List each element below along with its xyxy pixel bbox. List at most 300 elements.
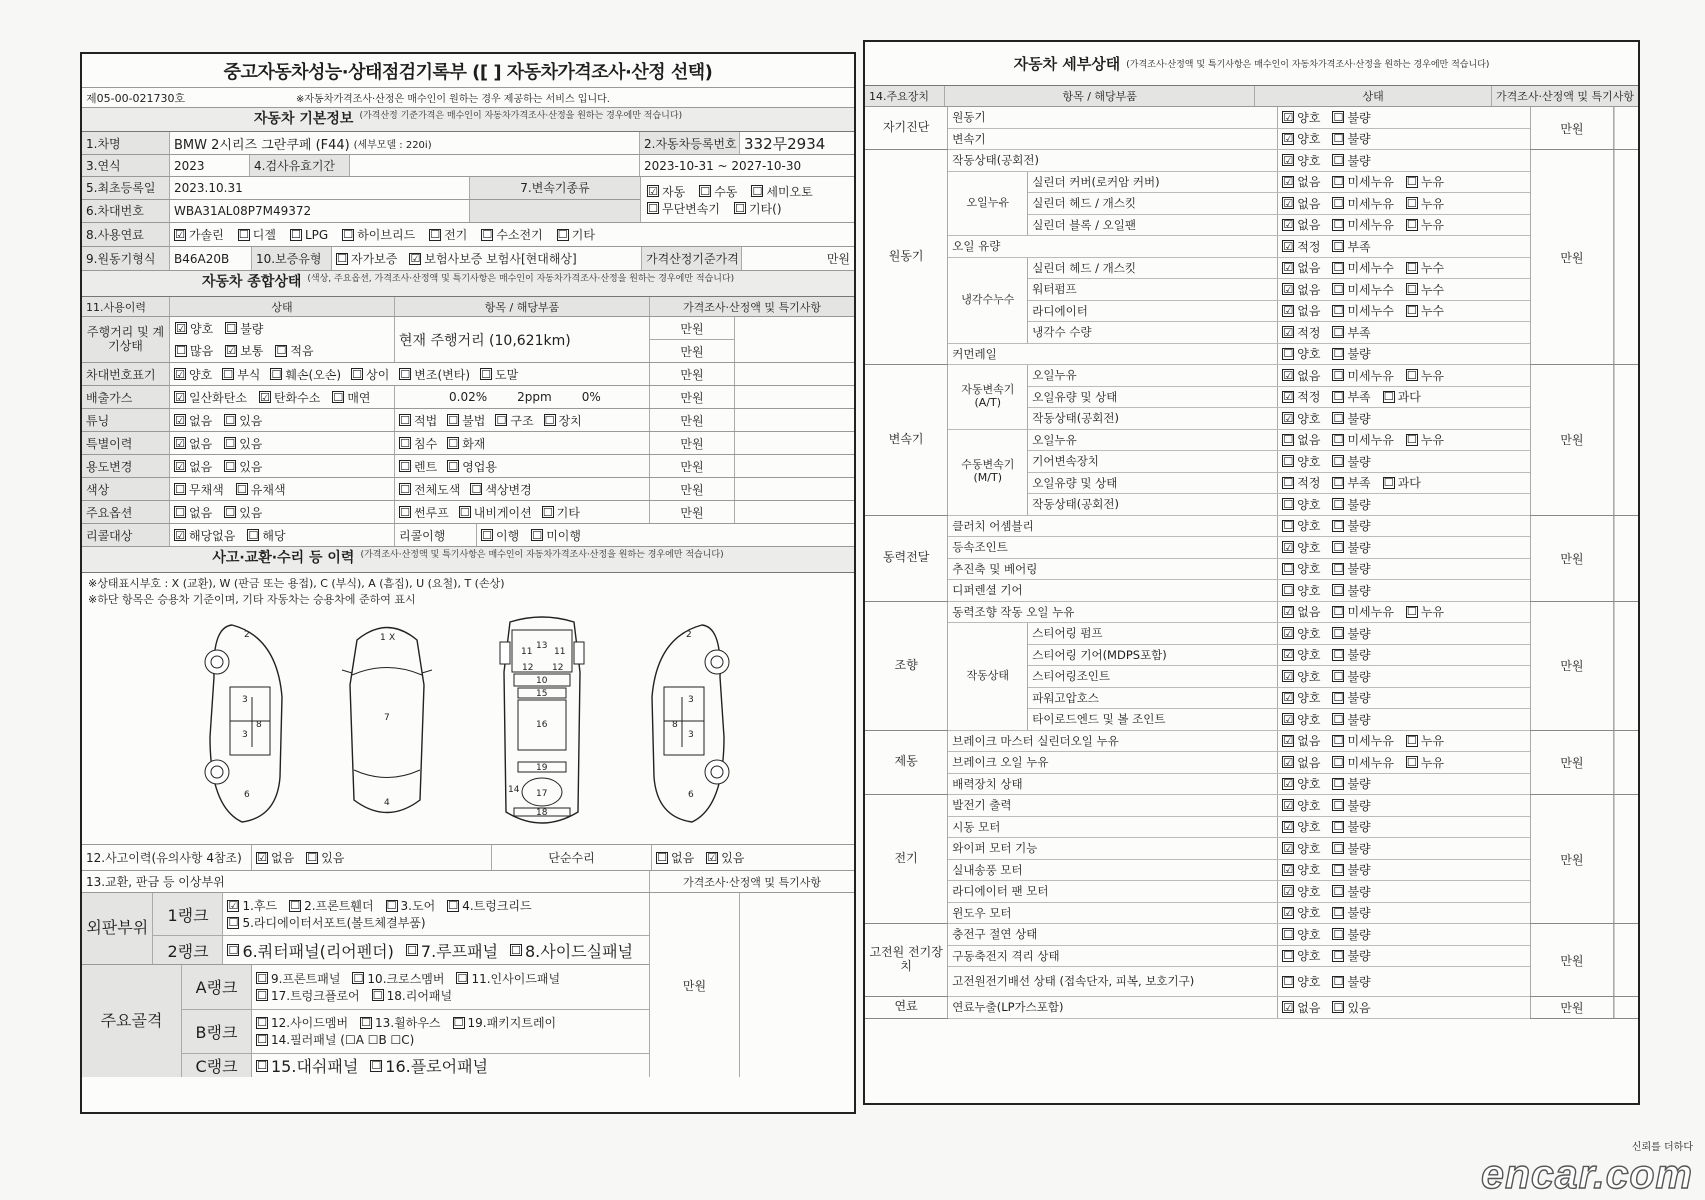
checkbox[interactable]: ☐	[1283, 347, 1294, 361]
option-label: 불량	[1347, 906, 1371, 921]
checkbox[interactable]: ☐	[735, 201, 745, 215]
checkbox[interactable]: ☐	[1406, 368, 1417, 382]
checkbox[interactable]: ☐	[1333, 863, 1344, 877]
check-option	[1332, 259, 1393, 276]
check-option	[1332, 883, 1370, 900]
checkbox[interactable]: ☑	[1283, 540, 1294, 554]
checkbox[interactable]: ☐	[448, 413, 459, 427]
checkbox[interactable]: ☐	[1333, 669, 1344, 683]
checkbox[interactable]: ☐	[1283, 927, 1294, 941]
detail-row	[948, 559, 1530, 581]
checkbox[interactable]: ☐	[1406, 734, 1417, 748]
checkbox[interactable]: ☑	[176, 321, 186, 335]
option-label: 불량	[1347, 497, 1371, 512]
price-unit: 만원	[650, 386, 735, 408]
check-option	[175, 342, 213, 359]
checkbox[interactable]: ☐	[1406, 755, 1417, 769]
checkbox[interactable]: ☑	[1283, 734, 1294, 748]
price-unit: 만원	[650, 478, 735, 500]
option-label: 불법	[462, 413, 486, 428]
detail-item: 커먼레일	[948, 344, 1278, 365]
checkbox[interactable]: ☑	[1283, 325, 1294, 339]
option-label: 누유	[1420, 605, 1445, 620]
checkbox[interactable]: ☐	[226, 321, 237, 335]
checkbox[interactable]: ☑	[226, 344, 237, 358]
checkbox[interactable]: ☐	[400, 436, 410, 450]
checkbox[interactable]: ☐	[1333, 411, 1344, 425]
checkbox[interactable]: ☑	[1283, 884, 1294, 898]
checkbox[interactable]: ☐	[1333, 820, 1344, 834]
checkbox[interactable]: ☐	[1333, 734, 1344, 748]
checkbox[interactable]: ☑	[1283, 605, 1294, 619]
checkbox[interactable]: ☐	[175, 482, 185, 496]
history-label: 차대번호표기	[82, 363, 170, 385]
checkbox[interactable]: ☐	[430, 228, 441, 241]
checkbox[interactable]: ☐	[228, 943, 239, 957]
checkbox[interactable]: ☐	[1406, 304, 1417, 318]
check-option	[1282, 130, 1320, 147]
check-option	[1282, 668, 1320, 685]
detail-row	[1028, 473, 1530, 495]
checkbox[interactable]: ☐	[1383, 390, 1394, 404]
checkbox[interactable]: ☐	[1283, 454, 1294, 468]
check-option	[351, 366, 389, 383]
checkbox[interactable]: ☐	[225, 459, 236, 473]
detail-item: 파워고압호스	[1028, 688, 1278, 709]
check-option	[447, 897, 531, 914]
vin-value: WBA31AL08P7M49372	[170, 200, 470, 222]
check-option	[1332, 388, 1370, 405]
detail-item: 타이로드엔드 및 볼 조인트	[1028, 709, 1278, 730]
checkbox[interactable]: ☑	[175, 367, 185, 381]
option-label: 양호	[190, 321, 214, 336]
checkbox[interactable]: ☑	[1283, 841, 1294, 855]
option-label: 없음	[1297, 218, 1321, 233]
check-option	[1282, 109, 1320, 126]
checkbox[interactable]: ☐	[1333, 1000, 1344, 1014]
option-label: 양호	[1297, 884, 1321, 899]
checkbox[interactable]: ☐	[400, 459, 410, 473]
checkbox[interactable]: ☐	[1333, 777, 1344, 791]
checkbox[interactable]: ☐	[372, 988, 383, 1002]
checkbox[interactable]: ☐	[1333, 261, 1344, 275]
checkbox[interactable]: ☐	[459, 505, 470, 519]
price-unit: 만원	[1530, 924, 1613, 996]
price-unit: 만원	[1530, 795, 1613, 923]
checkbox[interactable]: ☐	[1283, 497, 1294, 511]
checkbox[interactable]: ☐	[371, 1059, 382, 1072]
checkbox[interactable]: ☐	[1333, 347, 1344, 361]
accident-none-checkbox[interactable]: ☑	[257, 851, 267, 864]
checkbox[interactable]: ☐	[1333, 390, 1344, 404]
checkbox[interactable]: ☐	[1283, 519, 1294, 533]
option-label: 미세누유	[1347, 734, 1394, 749]
checkbox[interactable]: ☐	[448, 899, 459, 912]
repair-parts-table: 외판부위 1랭크 ☑ 1.후드 ☐ 2.프론트휀더 ☐ 3.도어 ☐ 4.트렁크리드 ☐ 5.라디에이터서포트(볼트체결부품) 2랭크 ☐ 6.쿼터패널(리어펜더) ☐ 7.루프패널 ☐ 8.사이드실패널 주요골격 A랭크 ☐ 9.프론트패널 ☐ 10.크로스멤버 ☐ 11.인사이드패널 ☐ 17.트렁크플로어 ☐ 18.리어패널 B랭크 ☐ 12.사이드멤버 ☐ 13.휠하우스 ☐ 19.패키지트레이 ☐ 14.필러패널 (☐A ☐B ☐C) C랭크 ☐ 15.대쉬패널 ☐ 16.플로어패널 만원	[82, 893, 854, 1077]
option-label: 불량	[1347, 562, 1371, 577]
car-diagrams	[82, 607, 854, 845]
simple-repair-yes-checkbox[interactable]: ☑	[707, 851, 718, 864]
checkbox[interactable]: ☐	[482, 528, 492, 542]
checkbox[interactable]: ☑	[1283, 669, 1294, 683]
check-option	[531, 527, 581, 544]
check-option	[1282, 259, 1320, 276]
price-unit: 만원	[650, 409, 735, 431]
checkbox[interactable]: ☐	[225, 436, 236, 450]
checkbox[interactable]: ☐	[544, 413, 555, 427]
detail-row	[1028, 301, 1530, 323]
check-option	[1332, 496, 1370, 513]
check-option	[270, 366, 341, 383]
group-name: 동력전달	[865, 516, 948, 601]
checkbox[interactable]: ☐	[225, 505, 236, 519]
checkbox[interactable]: ☐	[481, 367, 491, 381]
option-label: 상이	[366, 367, 390, 382]
checkbox[interactable]: ☐	[257, 1059, 267, 1072]
checkbox[interactable]: ☐	[1333, 175, 1344, 189]
option-label: 양호	[1297, 110, 1321, 125]
detail-item: 실린더 헤드 / 개스킷	[1028, 193, 1278, 214]
checkbox[interactable]: ☐	[1333, 218, 1344, 232]
checkbox[interactable]: ☐	[1333, 798, 1344, 812]
svg-text:X: X	[389, 633, 396, 643]
option-label: 미세누유	[1347, 433, 1394, 448]
detail-row	[1028, 279, 1530, 301]
detail-row	[1028, 258, 1530, 280]
checkbox[interactable]: ☐	[1333, 712, 1344, 726]
checkbox[interactable]: ☐	[448, 459, 459, 473]
checkbox[interactable]: ☐	[1333, 691, 1344, 705]
checkbox[interactable]: ☐	[448, 436, 459, 450]
check-option	[372, 987, 452, 1004]
checkbox[interactable]: ☐	[400, 413, 410, 427]
check-option	[1282, 345, 1320, 362]
checkbox[interactable]: ☐	[1333, 110, 1344, 124]
group-name: 원동기	[865, 150, 948, 364]
history-label: 색상	[82, 478, 170, 500]
checkbox[interactable]: ☑	[1283, 218, 1294, 232]
option-label: 불량	[1347, 519, 1371, 534]
check-option	[227, 897, 277, 914]
checkbox[interactable]: ☐	[353, 971, 364, 985]
checkbox[interactable]: ☐	[1333, 583, 1344, 597]
detail-group	[865, 150, 1638, 365]
detail-row	[1028, 215, 1530, 237]
simple-repair-none-checkbox[interactable]: ☐	[657, 851, 667, 864]
checkbox[interactable]: ☐	[1333, 325, 1344, 339]
option-label: 불량	[1347, 841, 1371, 856]
checkbox[interactable]: ☑	[228, 899, 239, 912]
checkbox[interactable]: ☐	[276, 344, 287, 358]
checkbox[interactable]: ☐	[238, 228, 249, 241]
checkbox[interactable]: ☑	[175, 228, 185, 241]
detail-item: 오일누유	[1028, 365, 1278, 386]
check-option	[1332, 431, 1393, 448]
checkbox[interactable]: ☐	[176, 344, 186, 358]
check-option	[290, 228, 328, 242]
check-option	[175, 320, 213, 337]
check-option	[1282, 173, 1320, 190]
option-label: 기타()	[748, 201, 782, 216]
svg-text:3: 3	[242, 695, 248, 705]
checkbox[interactable]: ☐	[1333, 841, 1344, 855]
checkbox[interactable]: ☐	[1283, 949, 1294, 963]
checkbox[interactable]: ☐	[648, 201, 658, 215]
checkbox[interactable]: ☐	[1333, 519, 1344, 533]
svg-text:8: 8	[256, 720, 262, 730]
checkbox[interactable]: ☑	[1283, 304, 1294, 318]
price-unit: 만원	[1530, 731, 1613, 795]
checkbox[interactable]: ☐	[257, 971, 267, 985]
checkbox[interactable]: ☑	[1283, 798, 1294, 812]
svg-text:11: 11	[554, 647, 566, 657]
checkbox[interactable]: ☐	[400, 505, 410, 519]
svg-text:1: 1	[380, 633, 386, 643]
check-option	[332, 389, 370, 406]
checkbox[interactable]: ☑	[175, 390, 185, 404]
checkbox[interactable]: ☐	[1333, 906, 1344, 920]
svg-text:16: 16	[536, 720, 548, 730]
detail-item: 동력조향 작동 오일 누유	[948, 602, 1278, 623]
checkbox[interactable]: ☐	[1333, 755, 1344, 769]
checkbox[interactable]: ☐	[457, 971, 468, 985]
checkbox[interactable]: ☐	[1406, 605, 1417, 619]
option-label: 색상변경	[485, 482, 532, 497]
check-option	[1282, 840, 1320, 857]
svg-text:2: 2	[244, 630, 250, 640]
option-label: 없음	[189, 413, 213, 428]
option-label: 불량	[1347, 777, 1371, 792]
check-option	[481, 226, 542, 243]
checkbox[interactable]: ☑	[1283, 132, 1294, 146]
checkbox[interactable]: ☐	[1383, 476, 1394, 490]
checkbox[interactable]: ☑	[1283, 153, 1294, 167]
checkbox[interactable]: ☐	[333, 390, 344, 404]
checkbox[interactable]: ☐	[257, 988, 267, 1002]
check-option	[1332, 818, 1370, 835]
checkbox[interactable]: ☑	[1283, 368, 1294, 382]
check-option	[1332, 109, 1370, 126]
checkbox[interactable]: ☐	[1333, 304, 1344, 318]
checkbox[interactable]: ☐	[236, 482, 247, 496]
checkbox[interactable]: ☑	[260, 390, 270, 404]
checkbox[interactable]: ☐	[1333, 949, 1344, 963]
checkbox[interactable]: ☑	[1283, 110, 1294, 124]
check-option	[1332, 324, 1370, 341]
check-option	[342, 226, 415, 243]
checkbox[interactable]: ☐	[1333, 132, 1344, 146]
checkbox[interactable]: ☑	[1283, 282, 1294, 296]
checkbox[interactable]: ☐	[752, 184, 763, 198]
option-label: 있음	[1347, 1000, 1371, 1015]
checkbox[interactable]: ☐	[1283, 562, 1294, 576]
option-label: 미세누수	[1347, 261, 1394, 276]
check-option	[734, 200, 782, 217]
check-option	[1282, 926, 1320, 943]
check-option	[557, 226, 595, 243]
checkbox[interactable]: ☐	[1333, 975, 1344, 988]
checkbox[interactable]: ☐	[1333, 454, 1344, 468]
checkbox[interactable]: ☑	[1283, 261, 1294, 275]
checkbox[interactable]: ☑	[1283, 411, 1294, 425]
checkbox[interactable]: ☐	[471, 482, 482, 496]
checkbox[interactable]: ☐	[271, 367, 282, 381]
checkbox[interactable]: ☐	[228, 916, 239, 929]
checkbox[interactable]: ☐	[1283, 583, 1294, 597]
option-label: 장치	[558, 413, 582, 428]
detail-row	[948, 838, 1530, 860]
checkbox[interactable]: ☐	[1283, 476, 1294, 490]
checkbox[interactable]: ☐	[1333, 153, 1344, 167]
car-underbody	[492, 612, 592, 837]
sub-group: 자동변속기 (A/T)	[948, 365, 1028, 430]
checkbox[interactable]: ☐	[361, 1016, 371, 1030]
check-option	[1406, 754, 1444, 771]
checkbox[interactable]: ☐	[542, 505, 553, 519]
self-warranty-checkbox[interactable]: ☐	[337, 252, 347, 265]
checkbox[interactable]: ☐	[175, 505, 185, 519]
check-option	[399, 504, 449, 521]
detail-item: 윈도우 모터	[948, 903, 1278, 924]
accident-yes-checkbox[interactable]: ☐	[307, 851, 318, 864]
checkbox[interactable]: ☐	[1333, 626, 1344, 640]
usage-history-rows	[82, 363, 854, 524]
check-option	[1332, 732, 1393, 749]
check-option	[256, 987, 360, 1004]
checkbox[interactable]: ☐	[1406, 282, 1417, 296]
checkbox[interactable]: ☐	[248, 528, 259, 542]
check-option	[289, 897, 373, 914]
checkbox[interactable]: ☑	[1283, 691, 1294, 705]
checkbox[interactable]: ☐	[1283, 433, 1294, 447]
checkbox[interactable]: ☐	[482, 228, 493, 241]
checkbox[interactable]: ☑	[1283, 175, 1294, 189]
check-option	[510, 939, 633, 962]
svg-text:14: 14	[508, 785, 520, 795]
checkbox[interactable]: ☐	[700, 184, 711, 198]
checkbox[interactable]: ☐	[343, 228, 354, 241]
check-option	[1282, 625, 1320, 642]
checkbox[interactable]: ☐	[1333, 239, 1344, 253]
checkbox[interactable]: ☐	[1333, 605, 1344, 619]
checkbox[interactable]: ☐	[386, 899, 397, 912]
checkbox[interactable]: ☐	[1333, 927, 1344, 941]
insurance-warranty-checkbox[interactable]: ☑	[410, 252, 421, 265]
checkbox[interactable]: ☐	[453, 1016, 464, 1030]
checkbox[interactable]: ☐	[257, 1033, 267, 1047]
checkbox[interactable]: ☐	[1333, 282, 1344, 296]
checkbox[interactable]: ☑	[1283, 863, 1294, 877]
checkbox[interactable]: ☐	[532, 528, 543, 542]
checkbox[interactable]: ☐	[1333, 562, 1344, 576]
option-label: 디젤	[252, 228, 276, 242]
checkbox[interactable]: ☐	[400, 367, 411, 381]
checkbox[interactable]: ☐	[1333, 368, 1344, 382]
checkbox[interactable]: ☑	[648, 184, 658, 198]
checkbox[interactable]: ☑	[1283, 626, 1294, 640]
checkbox[interactable]: ☐	[1406, 261, 1417, 275]
checkbox[interactable]: ☑	[175, 413, 185, 427]
checkbox[interactable]: ☐	[406, 943, 417, 957]
checkbox[interactable]: ☑	[1283, 820, 1294, 834]
option-label: 있음	[239, 413, 263, 428]
checkbox[interactable]: ☑	[1283, 390, 1294, 404]
checkbox[interactable]: ☐	[291, 228, 301, 241]
checkbox[interactable]: ☑	[1283, 906, 1294, 920]
checkbox[interactable]: ☑	[175, 528, 185, 542]
option-label: 미세누유	[1347, 196, 1394, 211]
checkbox[interactable]: ☐	[496, 413, 507, 427]
car-top-view	[332, 615, 442, 835]
option-label: 양호	[1297, 562, 1321, 577]
check-option	[1332, 517, 1370, 534]
checkbox[interactable]: ☐	[1333, 884, 1344, 898]
check-option	[360, 1014, 440, 1031]
checkbox[interactable]: ☐	[352, 367, 363, 381]
option-label: 없음	[1297, 175, 1321, 190]
history-label: 주요옵션	[82, 501, 170, 523]
history-label: 용도변경	[82, 455, 170, 477]
option-label: 14.필러패널 (☐A ☐B ☐C)	[271, 1033, 415, 1048]
detail-row	[948, 537, 1530, 559]
checkbox[interactable]: ☐	[257, 1016, 267, 1030]
checkbox[interactable]: ☑	[1283, 196, 1294, 210]
checkbox[interactable]: ☐	[1333, 648, 1344, 662]
checkbox[interactable]: ☑	[1283, 777, 1294, 791]
check-option	[699, 183, 737, 200]
checkbox[interactable]: ☑	[1283, 755, 1294, 769]
checkbox[interactable]: ☐	[1333, 196, 1344, 210]
checkbox[interactable]: ☐	[1283, 975, 1294, 988]
checkbox[interactable]: ☐	[1406, 196, 1417, 210]
option-label: 전체도색	[414, 482, 461, 497]
option-label: 매연	[347, 390, 371, 405]
checkbox[interactable]: ☐	[400, 482, 410, 496]
checkbox[interactable]: ☑	[175, 436, 185, 450]
checkbox[interactable]: ☐	[1406, 175, 1417, 189]
option-label: 양호	[1297, 347, 1321, 362]
detail-row	[948, 967, 1530, 997]
checkbox[interactable]: ☑	[175, 459, 185, 473]
option-label: 누유	[1420, 218, 1445, 233]
check-option	[222, 366, 260, 383]
checkbox[interactable]: ☐	[1333, 540, 1344, 554]
checkbox[interactable]: ☐	[557, 228, 568, 241]
option-label: 누유	[1420, 196, 1445, 211]
checkbox[interactable]: ☑	[1283, 1000, 1294, 1014]
checkbox[interactable]: ☐	[1333, 497, 1344, 511]
detail-item: 충전구 절연 상태	[948, 924, 1278, 945]
car-side-right	[642, 617, 742, 837]
svg-text:3: 3	[242, 730, 248, 740]
checkbox[interactable]: ☐	[1406, 433, 1417, 447]
checkbox[interactable]: ☐	[225, 413, 236, 427]
checkbox[interactable]: ☐	[1333, 433, 1344, 447]
check-option	[1332, 539, 1370, 556]
checkbox[interactable]: ☐	[223, 367, 234, 381]
option-label: 변조(변타)	[414, 367, 471, 382]
check-option	[1282, 732, 1320, 749]
checkbox[interactable]: ☐	[290, 899, 301, 912]
checkbox[interactable]: ☑	[1283, 648, 1294, 662]
option-label: 부족	[1347, 325, 1371, 340]
option-label: 미세누수	[1347, 282, 1394, 297]
checkbox[interactable]: ☑	[1283, 239, 1294, 253]
checkbox[interactable]: ☐	[1333, 476, 1344, 490]
checkbox[interactable]: ☐	[1406, 218, 1417, 232]
checkbox[interactable]: ☑	[1283, 712, 1294, 726]
checkbox[interactable]: ☐	[511, 943, 521, 957]
